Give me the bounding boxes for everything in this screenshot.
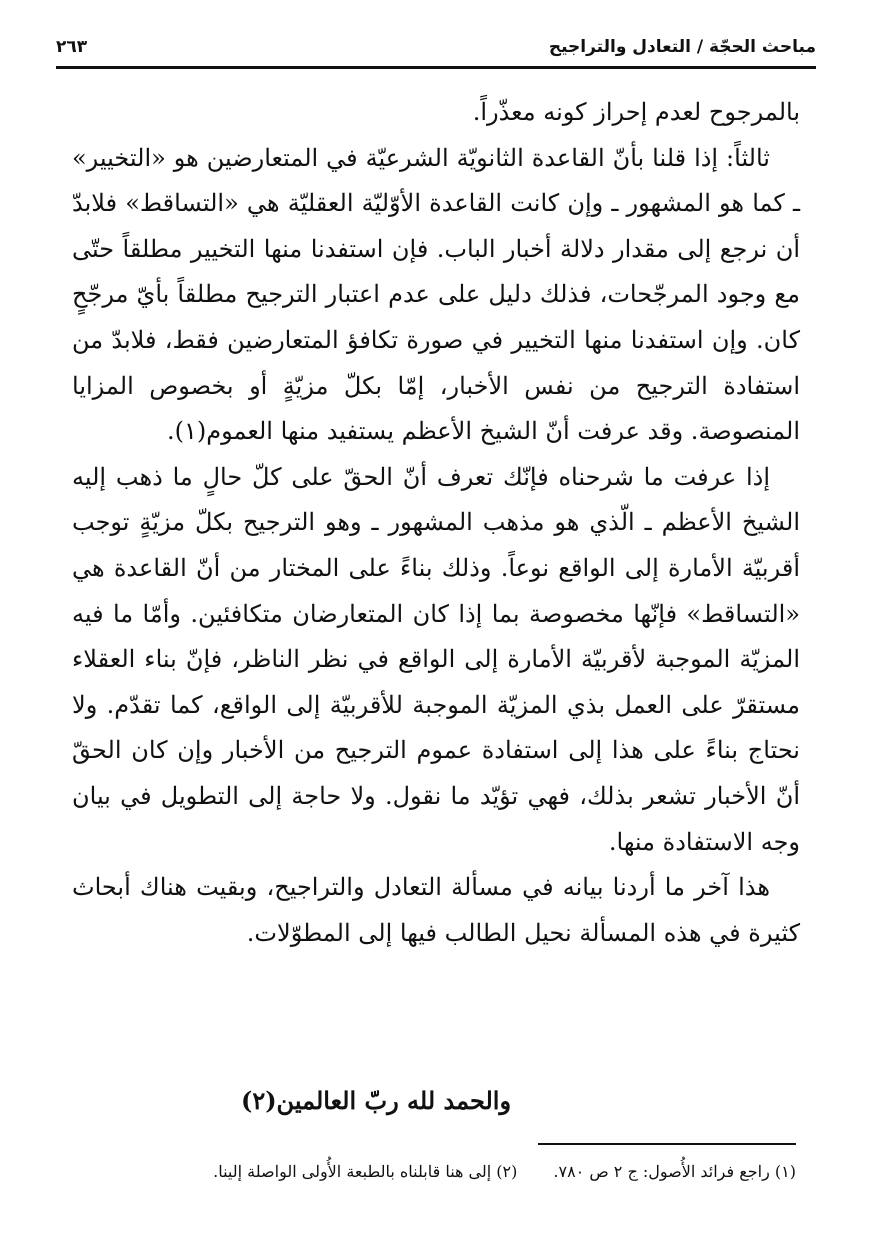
footnote-1: (١) راجع فرائد الأُصول: ج ٢ ص ٧٨٠. [553, 1162, 796, 1181]
running-title: مباحث الحجّة / التعادل والتراجيح [548, 37, 816, 57]
page-number: ٢٦٣ [56, 37, 88, 57]
main-text [72, 90, 800, 956]
footnotes [80, 1160, 796, 1184]
paragraph-closing-remark: هذا آخر ما أردنا بيانه في مسألة التعادل والتراجيح، وبقيت هناك أبحاث كثيرة في هذه المسألة نحيل الطالب فيها إلى المطوّلات. [72, 873, 800, 947]
closing-line: والحمد لله ربّ العالمين(٢) [240, 1086, 512, 1115]
footnote-rule [538, 1143, 796, 1145]
paragraph-third-point: ثالثاً: إذا قلنا بأنّ القاعدة الثانويّة الشرعيّة في المتعارضين هو «التخيير» ـ كما هو المشهور ـ وإن كانت القاعدة الأوّليّة العقليّة هي «التساقط» فلابدّ أن نرجع إلى مقدار دلالة أخبار الباب. فإن استفدنا منها التخيير مطلقاً حتّى مع وجود المرجّحات، فذلك دليل على عدم اعتبار الترجيح مطلقاً بأيّ مرجّحٍ كان. وإن استفدنا منها التخيير في صورة تكافؤ المتعارضين فقط، فلابدّ من استفادة الترجيح من نفس الأخبار، إمّا بكلّ مزيّةٍ أو بخصوص المزايا المنصوصة. وقد عرفت أنّ الشيخ الأعظم يستفيد منها العموم(١). [72, 143, 800, 446]
page-header [56, 30, 816, 64]
paragraph-conclusion: إذا عرفت ما شرحناه فإنّك تعرف أنّ الحقّ على كلّ حالٍ ما ذهب إليه الشيخ الأعظم ـ الّذي هو مذهب المشهور ـ وهو الترجيح بكلّ مزيّةٍ توجب أقربيّة الأمارة إلى الواقع نوعاً. وذلك بناءً على المختار من أنّ القاعدة هي «التساقط» فإنّها مخصوصة بما إذا كان المتعارضان متكافئين. وأمّا ما فيه المزيّة الموجبة لأقربيّة الأمارة إلى الواقع في نظر الناظر، فإنّ بناء العقلاء مستقرّ على العمل بذي المزيّة الموجبة للأقربيّة إلى الواقع، كما تقدّم. ولا نحتاج بناءً على هذا إلى استفادة عموم الترجيح من الأخبار وإن كان الحقّ أنّ الأخبار تشعر بذلك، فهي تؤيّد ما نقول. ولا حاجة إلى التطويل في بيان وجه الاستفادة منها. [72, 462, 800, 856]
footnote-2: (٢) إلى هنا قابلناه بالطبعة الأُولى الواصلة إلينا. [213, 1162, 518, 1181]
header-rule [56, 66, 816, 69]
paragraph-continuation: بالمرجوح لعدم إحراز كونه معذّراً. [472, 98, 800, 126]
